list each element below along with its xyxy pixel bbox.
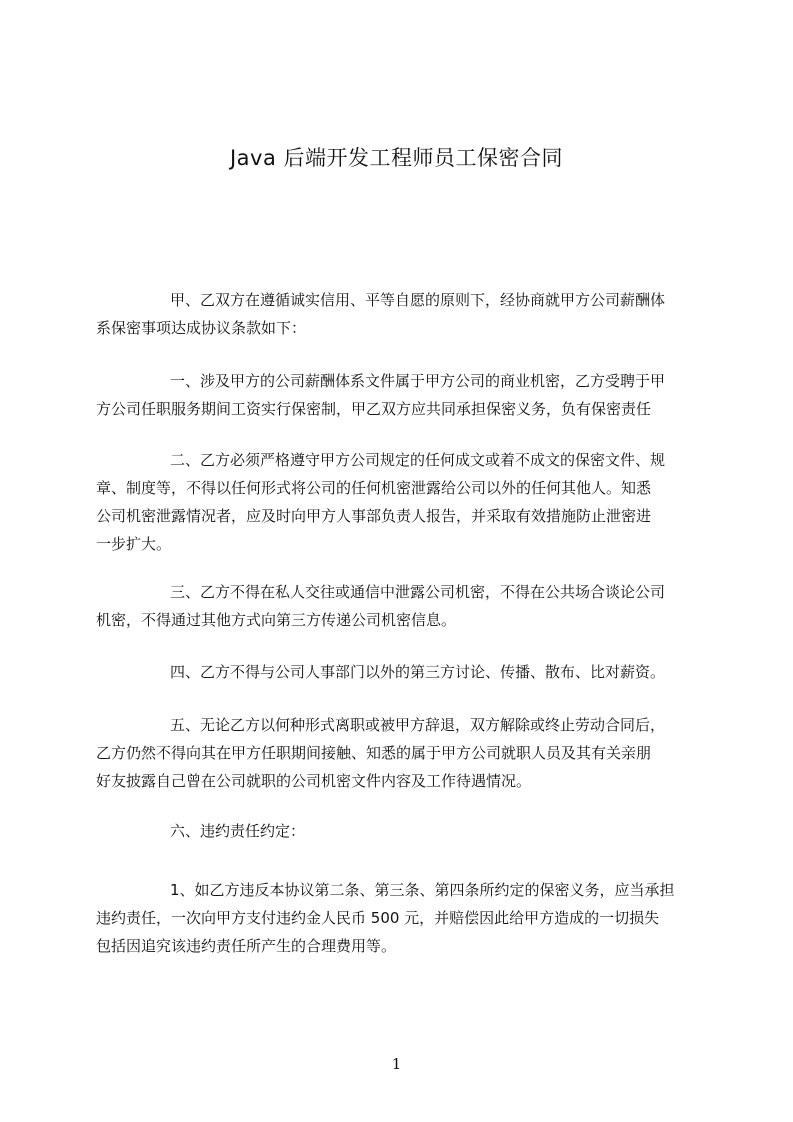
paragraph-line: 一步扩大。 [96,535,172,553]
paragraph-line: 六、违约责任约定： [170,822,306,840]
paragraph-line: 三、乙方不得在私人交往或通信中泄露公司机密，不得在公共场合谈论公司 [170,583,666,601]
paragraph-line: 乙方仍然不得向其在甲方任职期间接触、知悉的属于甲方公司就职人员及其有关亲朋 [96,744,652,762]
paragraph-line: 一、涉及甲方的公司薪酬体系文件属于甲方公司的商业机密，乙方受聘于甲 [170,372,666,390]
paragraph-clause-5 [96,711,706,795]
page-number: 1 [391,1055,402,1073]
document-title: Java 后端开发工程师员工保密合同 [229,146,564,170]
paragraph-clause-6-1 [96,876,706,960]
paragraph-line: 方公司任职服务期间工资实行保密制，甲乙双方应共同承担保密义务，负有保密责任 [96,400,652,418]
paragraph-line: 甲、乙双方在遵循诚实信用、平等自愿的原则下，经协商就甲方公司薪酬体 [170,291,666,309]
paragraph-line: 二、乙方必须严格遵守甲方公司规定的任何成文或着不成文的保密文件、规 [170,451,666,469]
paragraph-line: 好友披露自己曾在公司就职的公司机密文件内容及工作待遇情况。 [96,772,532,790]
paragraph-line: 1、如乙方违反本协议第二条、第三条、第四条所约定的保密义务，应当承担 [170,881,675,899]
paragraph-clause-1 [96,367,706,423]
paragraph-line: 章、制度等，不得以任何形式将公司的任何机密泄露给公司以外的任何其他人。知悉 [96,479,652,497]
paragraph-clause-3 [96,578,706,634]
paragraph-clause-2 [96,446,706,558]
paragraph-line: 公司机密泄露情况者，应及时向甲方人事部负责人报告，并采取有效措施防止泄密进 [96,507,652,525]
paragraph-line: 包括因追究该违约责任所产生的合理费用等。 [96,937,397,955]
paragraph-line: 机密，不得通过其他方式向第三方传递公司机密信息。 [96,611,457,629]
paragraph-line: 违约责任，一次向甲方支付违约金人民币 500 元，并赔偿因此给甲方造成的一切损失 [96,909,660,927]
paragraph-clause-6 [96,817,706,845]
paragraph-clause-4 [96,658,706,686]
paragraph-line: 系保密事项达成协议条款如下： [96,319,307,337]
paragraph-line: 五、无论乙方以何种形式离职或被甲方辞退，双方解除或终止劳动合同后， [170,716,666,734]
paragraph-intro [96,286,706,342]
paragraph-line: 四、乙方不得与公司人事部门以外的第三方讨论、传播、散布、比对薪资。 [170,663,666,681]
